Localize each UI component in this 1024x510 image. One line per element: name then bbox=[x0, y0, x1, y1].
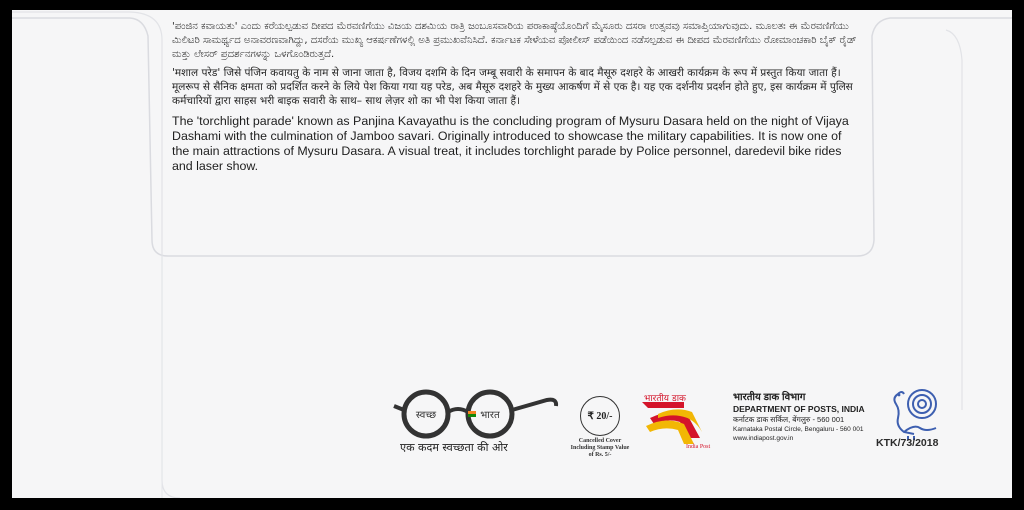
price-note-line-3: of Rs. 5/- bbox=[588, 452, 612, 458]
reference-number: KTK/73/2018 bbox=[876, 437, 939, 449]
hindi-paragraph: 'मशाल परेड' जिसे पंजिन कवायतु के नाम से जाना जाता है, विजय दशमि के दिन जम्बू सवारी के समापन के बाद मैसूरु दशहरे के आखरी कार्यक्रम के रूप में प्रस्तुत किया जाता हैं। मूलरूप से सैनिक क्षमता को प्रदर्शित करने के लिये पेश किया गया यह परेड, अब मैसूरु दशहरे के मुख्य आकर्षण में से एक है। यह एक दर्शनीय प्रदर्शन होते हुए, इस कार्यक्रम में पुलिस कर्मचारियों द्वारा साहस भरी बाइक सवारी के साथ– साथ लेज़र शो का भी पेश किया जाता हैं। bbox=[172, 67, 853, 107]
circle-hindi-address: कर्नाटक डाक सर्किल, बेंगलुरु - 560 001 bbox=[733, 415, 845, 424]
price-value: ₹ 20/- bbox=[587, 410, 613, 422]
price-note-line-2: Including Stamp Value bbox=[570, 445, 630, 451]
swachh-caption: एक कदम स्वच्छता की ओर bbox=[400, 441, 508, 454]
swachh-left-lens-text: स्वच्छ bbox=[415, 410, 437, 421]
department-hindi-name: भारतीय डाक विभाग bbox=[733, 392, 806, 403]
swachh-right-lens-text: भारत bbox=[480, 410, 500, 421]
website-text: www.indiapost.gov.in bbox=[733, 435, 794, 442]
circle-english-address: Karnataka Postal Circle, Bengaluru - 560 001 bbox=[733, 426, 864, 433]
price-note bbox=[560, 438, 640, 459]
department-address bbox=[733, 392, 873, 443]
india-post-hindi-label: भारतीय डाक bbox=[644, 394, 686, 404]
department-english-name: DEPARTMENT OF POSTS, INDIA bbox=[733, 404, 865, 414]
swachh-bharat-glasses-icon bbox=[392, 388, 562, 440]
description-text-block bbox=[172, 20, 860, 174]
price-note-line-1: Cancelled Cover bbox=[578, 438, 622, 444]
price-badge bbox=[580, 396, 620, 436]
english-paragraph: The 'torchlight parade' known as Panjina Kavayathu is the concluding program of Mysuru Dasara held on the night of Vijaya Dashami with the culmination of Jamboo savari. Originally introduced to showcase the military capabilities. It is now one of the main attractions of Mysuru Dasara. A visual treat, it includes torchlight parade by Police personnel, daredevil bike rides and laser show. bbox=[172, 114, 849, 173]
kannada-paragraph: 'ಪಂಜಿನ ಕವಾಯತು' ಎಂದು ಕರೆಯಲ್ಪಡುವ ದೀಪದ ಮೆರವಣಿಗೆಯು ವಿಜಯ ದಶಮಿಯ ರಾತ್ರಿ ಜಂಬೂಸವಾರಿಯ ಪರಾಕಾಷ್ಠೆಯೊಂದಿಗೆ ಮೈಸೂರು ದಸರಾ ಉತ್ಸವವು ಸಮಾಪ್ತಿಯಾಗುವುದು. ಮೂಲತಃ ಈ ಮೆರವಣಿಗೆಯು ಮಿಲಿಟರಿ ಸಾಮರ್ಥ್ಯದ ಅನಾವರಣವಾಗಿದ್ದು, ದಸರೆಯ ಮುಖ್ಯ ಆಕರ್ಷಣೆಗಳಲ್ಲಿ ಅತಿ ಪ್ರಮುಖವೆನಿಸಿದೆ. ಕರ್ನಾಟಕ ಸೇಳೆಯವ ಪೋಲೀಸ್ ಪಡೆಯಿಂದ ನಡೆಸಲ್ಪಡುವ ಈ ದೀಪದ ಮೆರವಣಿಗೆಯು ರೋಮಾಂಚಕಾರಿ ಬೈಕ್ ರೈಡ್ ಮತ್ತು ಲೇಸರ್ ಪ್ರದರ್ಶನಗಳನ್ನು ಒಳಗೊಂಡಿರುತ್ತದೆ. bbox=[172, 21, 857, 60]
peacock-emblem-icon bbox=[884, 384, 944, 440]
india-post-english-label: India Post bbox=[686, 444, 711, 450]
